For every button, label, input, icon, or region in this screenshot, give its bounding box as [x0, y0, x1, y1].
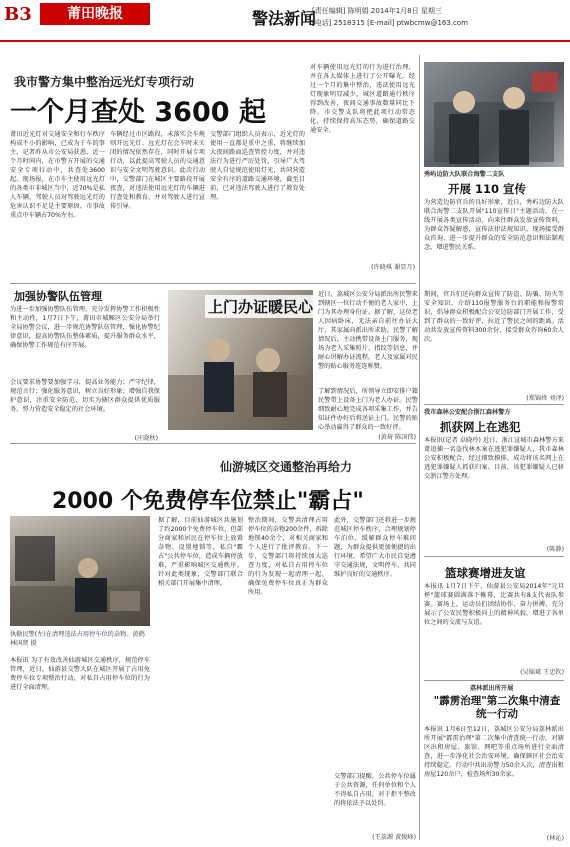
police-photo [424, 62, 564, 167]
lead-kicker: 我市警方集中整治远光灯专项行动 [14, 75, 195, 89]
right-story-kicker: 秀屿边防大队联合海警二支队 [424, 171, 505, 178]
parking-col-4: 此外，交警部门还将进一步规范城区停车秩序，合理规划停车泊位，缓解群众停车难问题，为群众提供更加便捷的出行环境，希望广大市民自觉遵守交通法规，文明停车，共同维护良好的交通秩序。 [334, 517, 416, 578]
right-story-body-2: 期间，官兵们还向群众宣传了防盗、防骗、防火等安全知识，介绍110报警服务台的职能和报警常识，倡导群众积极配合公安边防部门开展工作，受到了群众的一致好评，拉近了警民之间的距离。活动共发放宣传资料300余份，接受群众咨询60余人次。 [424, 291, 564, 343]
parking-photo-graphic [10, 516, 150, 626]
column-divider [419, 55, 420, 840]
left-brief-body-2: 会议要求协警要加强学习，提高业务能力；严守纪律，规范言行；强化服务意识，树立良好形象；增强自我保护意识，注重安全防范，切实为辖区群众提供优质服务，努力营造安全稳定的社会环境。 [10, 379, 160, 413]
parking-col-5: 交警部门提醒，公共停车位属于公共资源，任何单位和个人不得私自占用，对于拒不整改的将依法予以处罚。 [334, 773, 416, 807]
brief4-byline: (林沁) [546, 835, 564, 842]
parking-photo-caption: 执勤民警(左)在清理违法占用停车位的杂物。黄鹤 林国贤 摄 [10, 631, 145, 647]
brief3-title: 篮球赛增进友谊 [445, 566, 526, 580]
feature-body: 近日，荔城区公安分局派出所民警来到辖区一位行动不便的老人家中，上门为其办理身份证。据了解，这位老人因病卧床，无法亲自前往办证大厅，其家属向派出所求助。民警了解情况后，主动携带设备上门服务，现场为老人采集照片、指纹等信息，并耐心讲解办证流程。老人及家属对民警的贴心服务连连称赞。 [318, 291, 418, 370]
right-story-title: 开展 110 宣传 [448, 182, 527, 196]
lead-col-2: 车辆经过市区路段，未落实会车规则开远光灯、远光灯在会车时未关闭的情况依然存在，同时开展专项行动，以此提高驾驶人员的交通意识与安全文明驾驶意识。此次行动中，交警部门在城区主要路段开展夜查，对违法使用远光灯的车辆进行查处和教育，并对驾驶人进行宣传引导。 [110, 131, 205, 210]
brief2-body: 本报讯(记者 卓晓玲) 近日，浙江宣城市森林警方来莆追捕一名盗伐林木案在逃犯罪嫌疑人，我市森林公安积极配合，经过细致摸排，成功将该名网上在逃犯罪嫌疑人抓获归案。目前，该犯罪嫌疑人已移交浙江警方处理。 [424, 437, 564, 480]
divider [424, 404, 564, 405]
divider [10, 283, 416, 284]
parking-photo [10, 516, 150, 626]
contact-line: [电话] 2518315 [E-mail] ptwbcmw@163.com [312, 19, 469, 27]
divider [424, 680, 564, 681]
divider [10, 443, 416, 444]
lead-col-3: 交警部门组织人员表示，近光灯的使用一直都是重中之重，将继续加大夜间路面巡查管控力度，并对违法行为进行严厉处罚，引导广大驾驶人自觉规范使用灯光，共同营造安全有序的道路交通环境，截至目前，已对违法驾驶人进行了教育处理。 [210, 131, 305, 201]
lead-headline: 一个月查处 3600 起 [10, 97, 266, 128]
brief3-byline: (吴锦斌 王忠钦) [520, 669, 564, 676]
divider [424, 556, 564, 557]
brief2-byline: (陈静) [546, 546, 564, 553]
editor-date-line: [责任编辑] 陈明娟 2014年1月8日 星期三 [312, 7, 442, 15]
newspaper-name: 莆田晚报 [40, 3, 150, 25]
parking-headline: 2000 个免费停车位禁止"霸占" [52, 489, 364, 514]
parking-kicker: 仙游城区交通整治再给力 [220, 460, 353, 474]
brief2-kicker: 我市森林公安配合浙江森林警方 [424, 409, 511, 416]
parking-col-1: 本报讯 为了有效改善仙游城区交通秩序，规范停车管理，近日，仙游县交警大队在城区开展了占用免费停车位专项整治行动，对私自占用停车位的行为进行全面清理。 [10, 657, 150, 691]
feature-body-2: 了解到情况后，所领导立即安排户籍民警带上设备上门为老人办证。民警细致耐心地完成各项采集工作，并告知证件办好后将送证上门。民警的贴心举动赢得了群众的一致好评。 [318, 388, 418, 431]
feature-title: 上门办证暖民心 [205, 295, 321, 318]
right-story-body: 为营造边防官兵的良好形象，近日，秀屿边防大队联合海警二支队开展"110宣传日"主题活动，在一线开展各类宣传活动，向来往群众发放宣传资料，为群众答疑解惑，宣传法律法规知识，现场接受群众咨询，进一步提升群众的安全防范意识和法制观念，增进警民关系。 [424, 199, 564, 251]
parking-col-3: 整治期间，交警共清理占用停车位的杂物200余件，拆除地锁40余个，对相关商家和个人进行了批评教育。下一步，交警部门将持续加大巡查力度，对私自占用停车位的行为发现一起清理一起，确保免费停车位真正为群众所用。 [248, 517, 328, 596]
brief4-kicker: 荔林派出所开展 [470, 685, 514, 692]
section-title: 警法新闻 [252, 9, 317, 28]
parking-byline: (王荔源 黄俊峰) [372, 834, 416, 841]
page-code: B3 [4, 4, 32, 25]
left-brief-byline: (庄晓秋) [134, 435, 158, 442]
lead-col-1: 莆田近光灯对交通安全和行车秩序构成不小的影响，已成为于车的事主，记者昨从市公安局获悉，近一个月时间内，在市警方开展的交通安全专项行动中，共查处3600起。现场报，在市车主使用远光灯的各类市非城区当中，近70%是私人车辆、驾驶人员对驾驶远光灯的危害认识不足是主要原因。市事故重点中车辆占70%左右。 [10, 131, 105, 219]
page-header [0, 0, 570, 42]
feature-byline: (黄琦 陈国伟) [378, 434, 416, 441]
brief4-title: "霹雳治理"第二次集中清查统一行动 [433, 695, 561, 720]
brief4-body: 本报讯 1月6日至12日，荔城区公安分局荔林派出所开展"霹雳治理"第二次集中清查统一行动，对辖区出租房屋、旅馆、网吧等重点场所进行全面清查，进一步净化社会治安环境，确保辖区社会治安持续稳定。行动中共出动警力50余人次，清查出租房屋120余户，检查场所30余家。 [424, 726, 564, 778]
left-brief-body: 为进一步加强协警队伍管理，充分发挥协警工作积极性和主动性，1月7日下午，莆田市城厢区公安分局举行全局协警会议，进一步规范协警队伍管理，强化协警纪律意识，提高协警队伍整体素质，提升服务群众水平，确保协警工作规范有序开展。 [10, 306, 160, 349]
brief3-body: 本报讯 1月7日下午，仙游县公安局2014年"元旦杯"篮球赛圆满落下帷幕，比赛共有8支代表队参赛。赛场上，运动员们团结协作、奋力拼搏，充分展示了公安民警积极向上的精神风貌，增进了各单位之间的交流与友谊。 [424, 583, 564, 626]
lead-byline: (许晓琪 谢显月) [371, 264, 415, 271]
lead-col-4: 对车辆使用远光灯的行为进行治理，并在各大媒体上进行了公开曝光。经过一个月的集中整治，违法使用远光灯现象明显减少，城区道路通行秩序得到改善，夜间交通事故数量同比下降。市交警支队将把此项行动常态化，持续保持高压态势，确保道路交通安全。 [310, 64, 415, 134]
parking-col-2: 据了解，目前仙游城区共施划了约2000个免费停车位，但部分商家和居民在停车位上放置杂物、设置地锁等，私自"霸占"公共停车位，造成车辆停放难，严重影响城区交通秩序。针对此类现象，交警部门联合相关部门开展集中清理。 [158, 517, 243, 587]
brief2-title: 抓获网上在逃犯 [440, 420, 521, 434]
left-brief-title: 加强协警队伍管理 [14, 290, 102, 303]
police-photo-graphic [424, 62, 564, 167]
right-story-byline: (郑锦烽 刘泽) [526, 395, 564, 402]
